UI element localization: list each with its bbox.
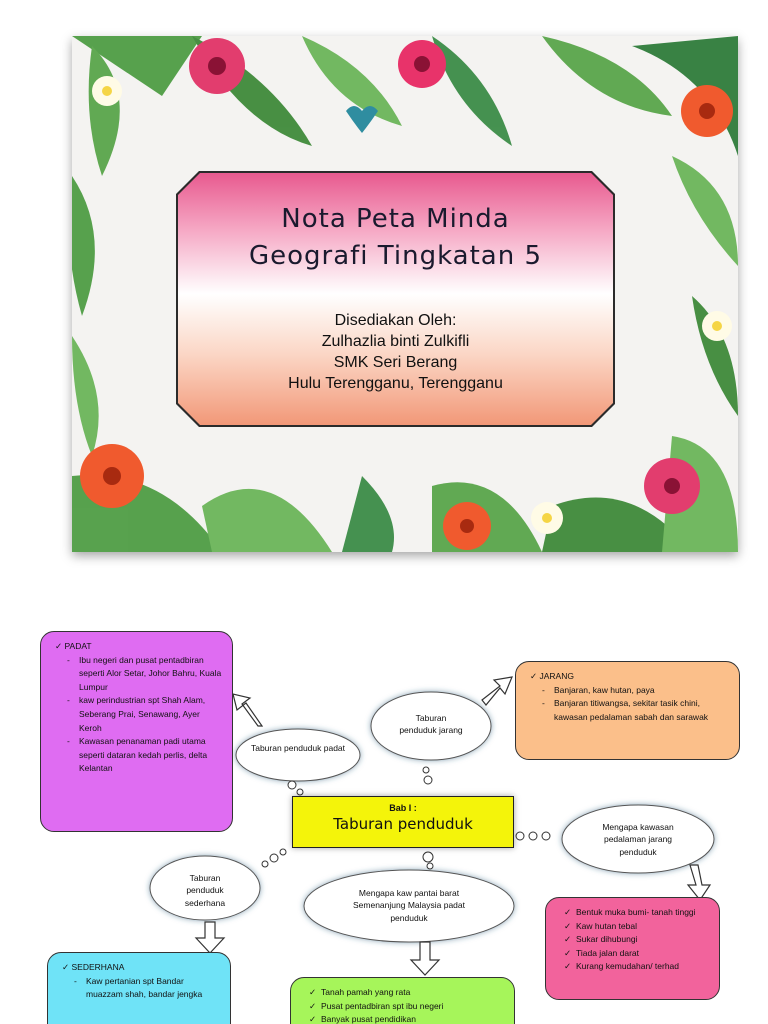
arrow-to-pedalaman — [688, 865, 710, 900]
school-name: SMK Seri Berang — [333, 354, 458, 371]
cloud-padat — [236, 729, 360, 781]
sederhana-heading: ✓ SEDERHANA — [62, 962, 125, 972]
list-item: ✓ Pusat pentadbiran spt ibu negeri — [311, 1000, 504, 1014]
padat-box — [40, 631, 233, 832]
list-item: - Banjaran titiwangsa, sekitar tasik chini, kawasan pedalaman sabah dan sarawak — [544, 697, 729, 724]
padat-list — [69, 654, 222, 776]
list-item: ✓ Sukar dihubungi — [566, 933, 709, 947]
arrow-to-sederhana — [196, 922, 224, 953]
list-item: ✓ Kaw hutan tebal — [566, 920, 709, 934]
list-item: ✓ Tiada jalan darat — [566, 947, 709, 961]
sederhana-list — [76, 975, 220, 1002]
padat-heading: ✓ PADAT — [55, 641, 92, 651]
list-item: - Ibu negeri dan pusat pentadbiran seperti Alor Setar, Johor Bahru, Kuala Lumpur — [69, 654, 222, 695]
central-topic — [292, 796, 514, 848]
cover-title-line1: Nota Peta Minda — [281, 204, 510, 234]
author-name: Zulhazlia binti Zulkifli — [321, 333, 470, 350]
list-item: ✓ Banyak pusat pendidikan — [311, 1013, 504, 1024]
school-location: Hulu Terengganu, Terengganu — [288, 375, 503, 392]
topic-title: Taburan penduduk — [333, 815, 473, 833]
arrow-to-padat — [233, 694, 262, 726]
cloud-sederhana-label: Taburan penduduk sederhana — [184, 873, 226, 908]
sederhana-box — [47, 952, 231, 1024]
list-item: - Kaw pertanian spt Bandar muazzam shah, bandar jengka — [76, 975, 220, 1002]
prepared-by-label: Disediakan Oleh: — [334, 312, 457, 329]
chapter-label: Bab I : — [389, 803, 417, 813]
arrow-to-jarang — [482, 677, 512, 705]
pantai-reasons-box — [290, 977, 515, 1024]
cloud-padat-label: Taburan penduduk padat — [250, 743, 346, 753]
jarang-list — [544, 684, 729, 725]
list-item: ✓ Bentuk muka bumi- tanah tinggi — [566, 906, 709, 920]
list-item: - Banjaran, kaw hutan, paya — [544, 684, 729, 698]
cover-card — [72, 36, 738, 552]
arrow-to-pantai — [411, 942, 439, 975]
list-item: - kaw perindustrian spt Shah Alam, Seberang Prai, Senawang, Ayer Keroh — [69, 694, 222, 735]
cloud-jarang-label: Taburan penduduk jarang — [399, 713, 463, 736]
cloud-pedalaman-label: Mengapa kawasan pedalaman jarang penduduk — [602, 822, 674, 857]
pedalaman-reasons-box — [545, 897, 720, 1000]
cover-title-line2: Geografi Tingkatan 5 — [248, 241, 543, 271]
pantai-list — [311, 986, 504, 1024]
list-item: ✓ Tanah pamah yang rata — [311, 986, 504, 1000]
jarang-box — [515, 661, 740, 760]
cloud-pantai-label: Mengapa kaw pantai barat Semenanjung Malaysia padat penduduk — [353, 888, 465, 923]
jarang-heading: ✓ JARANG — [530, 671, 574, 681]
pedalaman-list — [566, 906, 709, 974]
list-item: - Kawasan penanaman padi utama seperti dataran kedah perlis, delta Kelantan — [69, 735, 222, 776]
list-item: ✓ Kurang kemudahan/ terhad — [566, 960, 709, 974]
